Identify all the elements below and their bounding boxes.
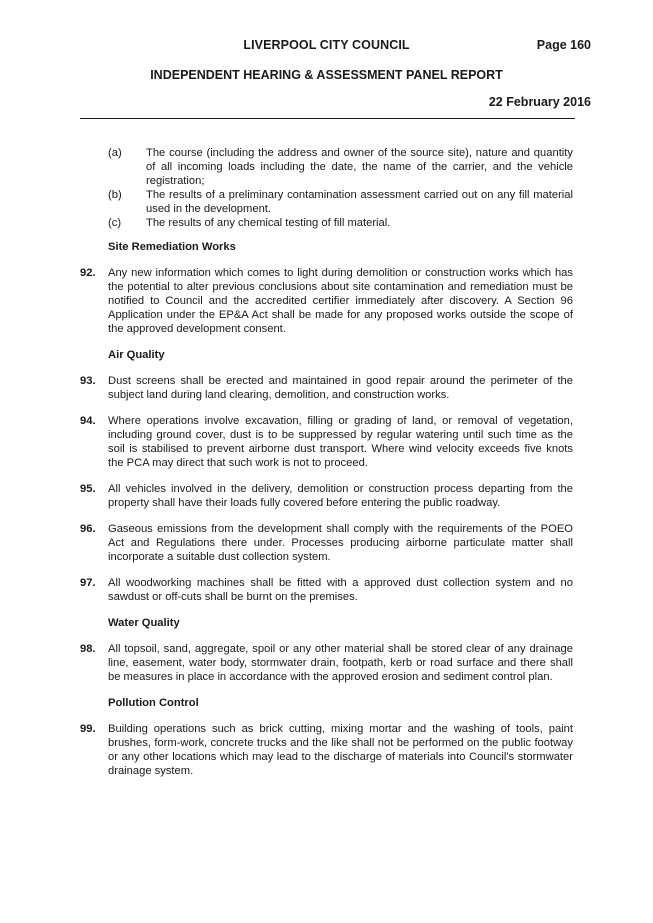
council-name: LIVERPOOL CITY COUNCIL <box>243 38 410 52</box>
clause-text: Any new information which comes to light during demolition or construction works which has the potential to alter previous conclusions about site contamination and remediation must be notified to Council and the accredited certifier immediately after discovery. A Section 96 Application under the EP&A Act shall be made for any proposed works outside the scope of the approved development consent. <box>108 267 573 335</box>
clause-95 <box>0 482 653 510</box>
clause-text: Dust screens shall be erected and maintained in good repair around the perimeter of the subject land during land clearing, demolition, and construction works. <box>108 375 573 401</box>
heading-site-remediation: Site Remediation Works <box>108 241 236 253</box>
list-item <box>0 188 653 216</box>
clause-96 <box>0 522 653 564</box>
list-item <box>0 146 653 188</box>
clause-98 <box>0 642 653 684</box>
clause-99 <box>0 722 653 778</box>
clause-text: Building operations such as brick cutting, mixing mortar and the washing of tools, paint brushes, form-work, concrete trucks and the like shall not be performed on the public footway or any other locations which may lead to the discharge of materials into Council's stormwater drainage system. <box>108 723 573 777</box>
document-body <box>0 146 653 790</box>
clause-text: Gaseous emissions from the development shall comply with the requirements of the POEO Act and Regulations there under. Processes producing airborne particulate matter shall incorporate a suitable dust collection system. <box>108 523 573 563</box>
heading-water-quality: Water Quality <box>108 617 180 629</box>
clause-number: 98. <box>80 643 96 655</box>
clause-number: 96. <box>80 523 96 535</box>
sub-item-list <box>0 146 653 230</box>
clause-text: Where operations involve excavation, filling or grading of land, or removal of vegetation, including ground cover, dust is to be suppressed by regular watering until such time as the soil is stabilised to prevent airborne dust transport. Where wind velocity exceeds five knots the PCA may direct that such work is not to proceed. <box>108 415 573 469</box>
page-number: Page 160 <box>536 38 591 52</box>
clause-number: 97. <box>80 577 96 589</box>
report-date: 22 February 2016 <box>488 95 591 109</box>
clause-94 <box>0 414 653 470</box>
clause-92 <box>0 266 653 336</box>
header-line <box>0 38 653 54</box>
heading-pollution-control: Pollution Control <box>108 697 199 709</box>
heading-air-quality: Air Quality <box>108 349 165 361</box>
clause-number: 95. <box>80 483 96 495</box>
clause-text: All woodworking machines shall be fitted with a approved dust collection system and no sawdust or off-cuts shall be burnt on the premises. <box>108 577 573 603</box>
clause-97 <box>0 576 653 604</box>
clause-93 <box>0 374 653 402</box>
list-marker: (a) <box>108 147 122 159</box>
list-item <box>0 216 653 230</box>
clause-number: 92. <box>80 267 96 279</box>
clause-text: All topsoil, sand, aggregate, spoil or any other material shall be stored clear of any drainage line, easement, water body, stormwater drain, footpath, kerb or road surface and there shall be measures in place in accordance with the approved erosion and sediment control plan. <box>108 643 573 683</box>
clause-number: 99. <box>80 723 96 735</box>
clause-number: 94. <box>80 415 96 427</box>
list-marker: (b) <box>108 189 122 201</box>
clause-text: All vehicles involved in the delivery, demolition or construction process departing from the property shall have their loads fully covered before entering the public roadway. <box>108 483 573 509</box>
list-item-text: The course (including the address and owner of the source site), nature and quantity of all incoming loads including the date, the name of the carrier, and the vehicle registration; <box>146 147 573 187</box>
list-marker: (c) <box>108 217 122 229</box>
clause-number: 93. <box>80 375 96 387</box>
header-divider <box>80 118 575 119</box>
list-item-text: The results of any chemical testing of fill material. <box>146 217 391 229</box>
list-item-text: The results of a preliminary contamination assessment carried out on any fill material used in the development. <box>146 189 573 215</box>
report-title: INDEPENDENT HEARING & ASSESSMENT PANEL REPORT <box>150 68 503 82</box>
